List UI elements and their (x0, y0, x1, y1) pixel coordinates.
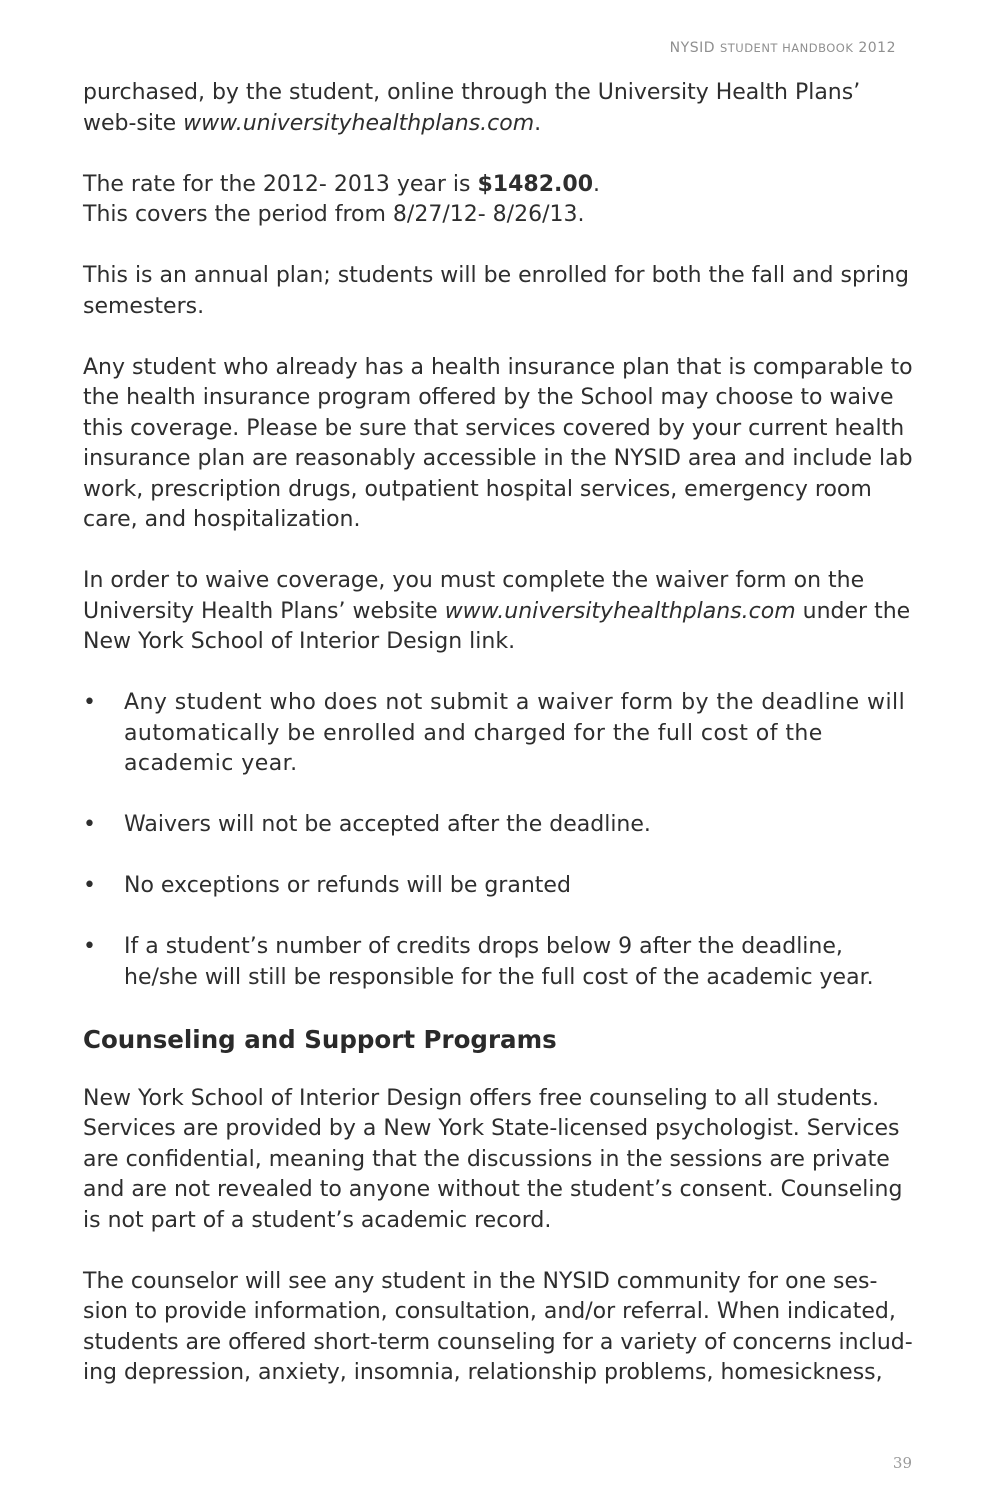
paragraph-rate (83, 170, 915, 231)
coverage-period: This covers the period from 8/27/12- 8/26/13. (83, 202, 585, 227)
paragraph-counseling-details: The counselor will see any student in the NYSID community for one ses-sion to provide information, consultation, and/or referral. When indicated, students are offered short-term counseling for a variety of concerns includ-ing depression, anxiety, insomnia, relationship problems, homesickness, (83, 1268, 913, 1385)
list-item-text: No exceptions or refunds will be granted (124, 873, 571, 898)
running-header (670, 40, 896, 56)
paragraph-annual-plan: This is an annual plan; students will be enrolled for both the fall and spring semesters. (83, 263, 909, 319)
bullet-icon: • (83, 690, 96, 715)
paragraph-text: purchased, by the student, online through the University Health Plans’ web-site (83, 80, 861, 136)
bullet-icon: • (83, 934, 96, 959)
website-link: www.universityhealthplans.com (444, 598, 796, 624)
waiver-rules-list (83, 688, 915, 993)
list-item (83, 932, 915, 993)
website-link: www.universityhealthplans.com (183, 110, 535, 136)
bullet-icon: • (83, 812, 96, 837)
list-item (83, 871, 915, 902)
paragraph-punct: . (593, 171, 600, 197)
paragraph-purchase (83, 78, 915, 139)
list-item-text: Waivers will not be accepted after the deadline. (124, 812, 651, 837)
paragraph-text: under the New York School of Interior Design link. (83, 598, 911, 654)
paragraph-text: The rate for the 2012- 2013 year is (83, 171, 478, 197)
list-item-text: If a student’s number of credits drops below 9 after the deadline, he/she will still be responsible for the full cost of the academic year. (124, 934, 874, 990)
list-item (83, 810, 915, 841)
header-title: STUDENT HANDBOOK (719, 41, 854, 55)
list-item (83, 688, 915, 780)
bullet-icon: • (83, 873, 96, 898)
section-heading: Counseling and Support Programs (83, 1024, 557, 1054)
paragraph-waive-eligibility: Any student who already has a health insurance plan that is comparable to the health insurance program offered by the School may choose to waive this coverage. Please be sure that services covered by your current health insurance plan are reasonably accessible in the NYSID area and include lab work, prescription drugs, outpatient hospital services, emergency room care, and hospitalization. (83, 354, 913, 532)
header-prefix: NYSID (669, 40, 715, 56)
header-year: 2012 (858, 40, 896, 56)
paragraph-punct: . (534, 110, 542, 136)
list-item-text: Any student who does not submit a waiver form by the deadline will automatically be enrolled and charged for the full cost of the academic year. (124, 690, 906, 776)
paragraph-waive-instructions (83, 566, 915, 658)
body-text (83, 78, 915, 1419)
paragraph-text: In order to waive coverage, you must complete the waiver form on the University Health Plans’ website (83, 568, 865, 624)
paragraph-counseling-intro: New York School of Interior Design offers free counseling to all students. Services are provided by a New York State-licensed psychologist. Services are confidential, meaning that the discussions in the sessions are private and are not revealed to anyone without the student’s consent. Counseling is not part of a student’s academic record. (83, 1085, 903, 1233)
page-number: 39 (892, 1454, 912, 1472)
rate-amount: $1482.00 (477, 171, 593, 197)
